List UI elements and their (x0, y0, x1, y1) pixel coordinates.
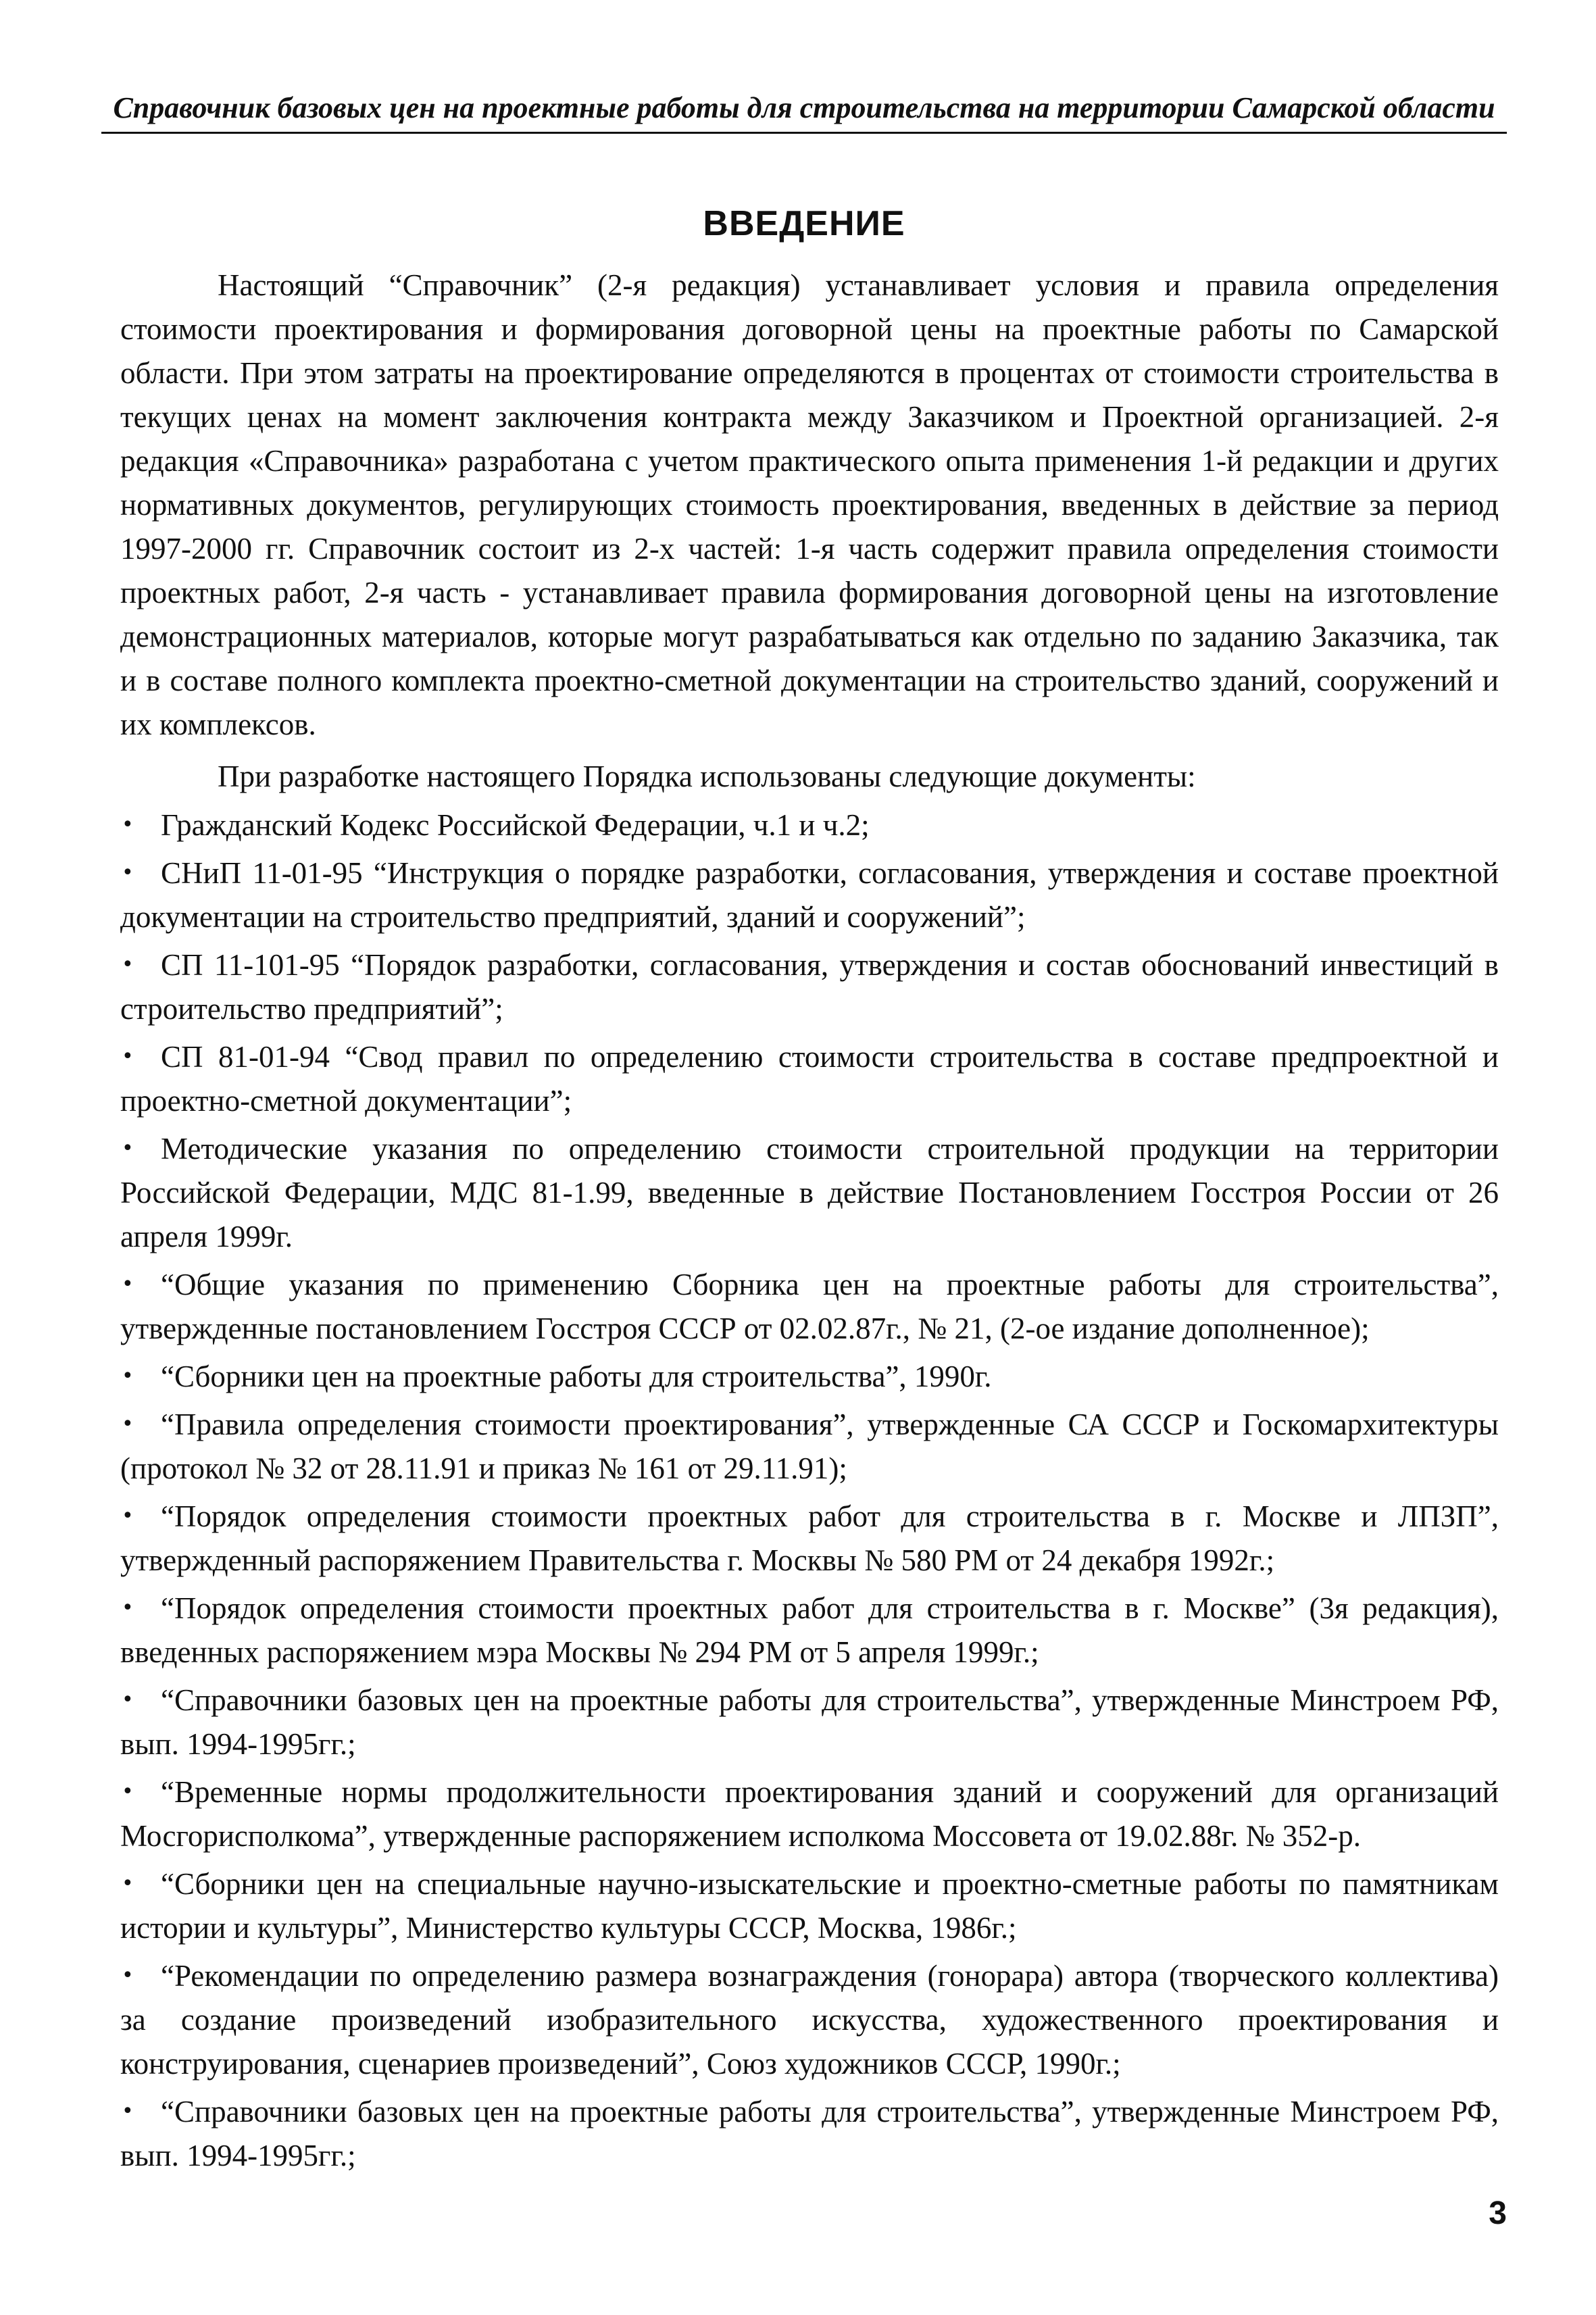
bullet-icon: • (122, 1688, 134, 1712)
bullet-icon: • (122, 1045, 134, 1068)
bullet-icon: • (122, 1412, 134, 1436)
list-item-text: “Временные нормы продолжительности проектирования зданий и сооружений для организаций Мосгорисполкома”, утвержденные распоряжением исполкома Моссовета от 19.02.88г. № 352-р. (120, 1775, 1499, 1853)
list-item-text: “Сборники цен на специальные научно-изыскательские и проектно-сметные работы по памятникам истории и культуры”, Министерство культуры СССР, Москва, 1986г.; (120, 1867, 1499, 1945)
list-item (120, 1862, 1499, 1950)
bullet-icon: • (122, 813, 134, 837)
list-item (120, 851, 1499, 939)
list-item (120, 1770, 1499, 1858)
bullet-icon: • (122, 1272, 134, 1296)
body-text (120, 264, 1499, 2181)
list-item-text: “Справочники базовых цен на проектные работы для строительства”, утвержденные Минстроем РФ, вып. 1994-1995гг.; (120, 1683, 1499, 1761)
list-item-text: Гражданский Кодекс Российской Федерации, ч.1 и ч.2; (161, 808, 870, 842)
bullet-icon: • (122, 953, 134, 976)
section-title: ВВЕДЕНИЕ (703, 204, 905, 243)
page-number: 3 (1489, 2195, 1507, 2231)
list-item (120, 1402, 1499, 1491)
list-item-text: “Общие указания по применению Сборника цен на проектные работы для строительства”, утвержденные постановлением Госстроя СССР от 02.02.87г., № 21, (2-ое издание дополненное); (120, 1268, 1499, 1345)
bullet-icon: • (122, 1872, 134, 1895)
header-divider (101, 132, 1507, 134)
running-header: Справочник базовых цен на проектные работы для строительства на территории Самарской области (113, 91, 1495, 124)
list-item (120, 1494, 1499, 1583)
list-item (120, 1678, 1499, 1766)
bullet-icon: • (122, 1596, 134, 1620)
list-item (120, 1354, 1499, 1399)
list-item-text: “Правила определения стоимости проектирования”, утвержденные СА СССР и Госкомархитектуры (протокол № 32 от 28.11.91 и приказ № 161 от 29.11.91); (120, 1408, 1499, 1485)
list-item (120, 1586, 1499, 1674)
list-item-text: Методические указания по определению стоимости строительной продукции на территории Российской Федерации, МДС 81-1.99, введенные в действие Постановлением Госстроя России от 26 апреля 1999г. (120, 1132, 1499, 1253)
list-item (120, 803, 1499, 847)
list-item-text: “Справочники базовых цен на проектные работы для строительства”, утвержденные Минстроем РФ, вып. 1994-1995гг.; (120, 2095, 1499, 2172)
bullet-icon: • (122, 1504, 134, 1528)
list-item-text: СП 81-01-94 “Свод правил по определению стоимости строительства в составе предпроектной и проектно-сметной документации”; (120, 1040, 1499, 1118)
bullet-icon: • (122, 861, 134, 885)
list-item-text: “Рекомендации по определению размера вознаграждения (гонорара) автора (творческого коллектива) за создание произведений изобразительного искусства, художественного проектирования и конструирования, сценариев произведений”, Союз художников СССР, 1990г.; (120, 1959, 1499, 2081)
documents-list (120, 803, 1499, 2178)
bullet-icon: • (122, 1364, 134, 1388)
list-item-text: “Порядок определения стоимости проектных работ для строительства в г. Москве” (3я редакция), введенных распоряжением мэра Москвы № 294 РМ от 5 апреля 1999г.; (120, 1591, 1499, 1669)
list-item-text: СП 11-101-95 “Порядок разработки, согласования, утверждения и состав обоснований инвестиций в строительство предприятий”; (120, 948, 1499, 1026)
list-item (120, 2089, 1499, 2178)
list-item-text: “Сборники цен на проектные работы для строительства”, 1990г. (161, 1360, 992, 1393)
bullet-icon: • (122, 1137, 134, 1160)
list-item-text: “Порядок определения стоимости проектных работ для строительства в г. Москве и ЛПЗП”, утвержденный распоряжением Правительства г. Москвы № 580 РМ от 24 декабря 1992г.; (120, 1499, 1499, 1577)
intro-paragraph: Настоящий “Справочник” (2-я редакция) устанавливает условия и правила определения стоимости проектирования и формирования договорной цены на проектные работы по Самарской области. При этом затраты на проектирование определяются в процентах от стоимости строительства в текущих ценах на момент заключения контракта между Заказчиком и Проектной организацией. 2-я редакция «Справочника» разработана с учетом практического опыта применения 1-й редакции и других нормативных документов, регулирующих стоимость проектирования, введенных в действие за период 1997-2000 гг. Справочник состоит из 2-х частей: 1-я часть содержит правила определения стоимости проектных работ, 2-я часть - устанавливает правила формирования договорной цены на изготовление демонстрационных материалов, которые могут разрабатываться как отдельно по заданию Заказчика, так и в составе полного комплекта проектно-сметной документации на строительство зданий, сооружений и их комплексов. (120, 268, 1499, 741)
list-item (120, 1953, 1499, 2086)
documents-intro: При разработке настоящего Порядка использованы следующие документы: (218, 760, 1196, 793)
list-item (120, 1035, 1499, 1123)
bullet-icon: • (122, 2099, 134, 2123)
bullet-icon: • (122, 1964, 134, 1987)
list-item (120, 1126, 1499, 1259)
bullet-icon: • (122, 1780, 134, 1803)
list-item-text: СНиП 11-01-95 “Инструкция о порядке разработки, согласования, утверждения и составе проектной документации на строительство предприятий, зданий и сооружений”; (120, 856, 1499, 934)
list-item (120, 943, 1499, 1031)
list-item (120, 1262, 1499, 1351)
